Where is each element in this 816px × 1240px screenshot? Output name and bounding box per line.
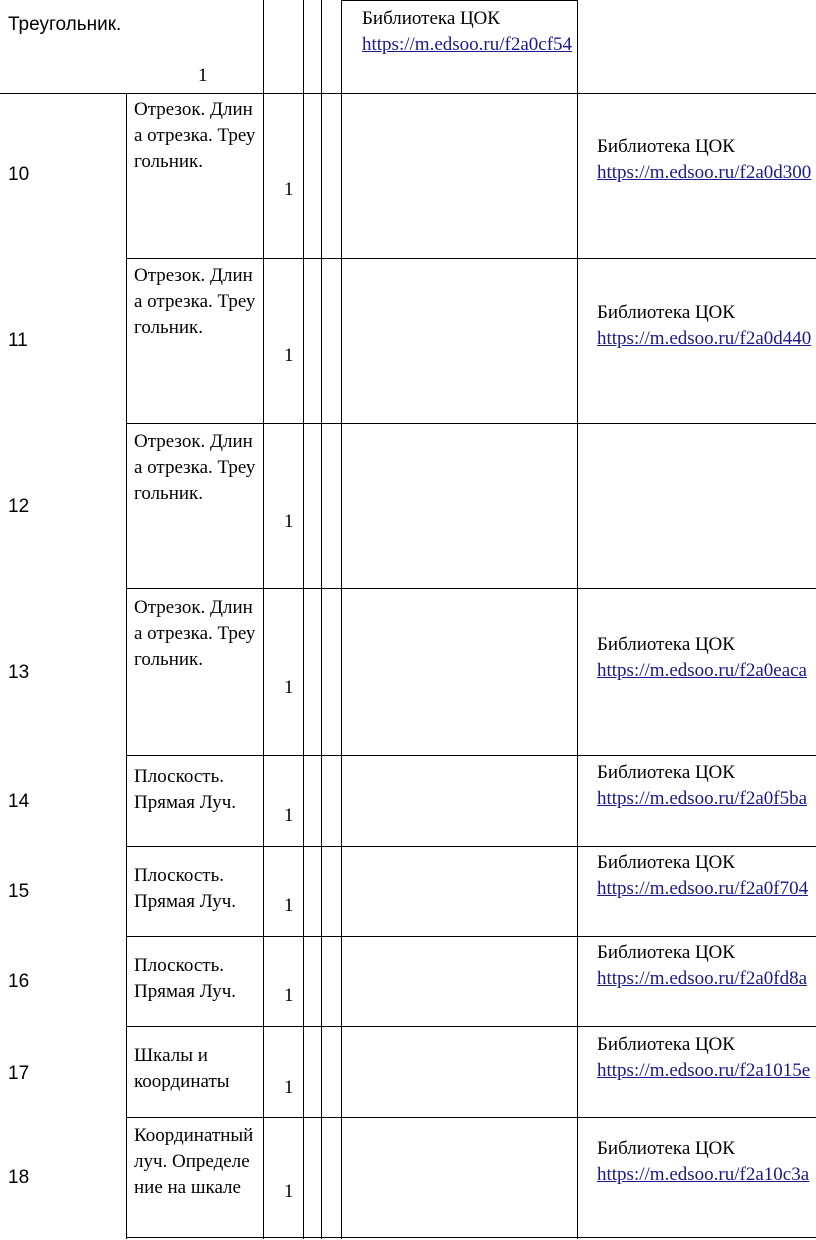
grid-line [126,588,816,589]
row-library-label: Библиотека ЦОК [597,852,735,873]
row-hours: 1 [284,895,294,916]
row-library-link[interactable]: https://m.edsoo.ru/f2a0d300 [597,162,812,183]
row-library-link[interactable]: https://m.edsoo.ru/f2a1015e [597,1060,811,1081]
row-library-link[interactable]: https://m.edsoo.ru/f2a0fd8a [597,968,808,989]
row-library [597,1136,812,1188]
row-topic: Шкалы и координаты [134,1045,230,1092]
top-row-library-label: Библиотека ЦОК [362,8,500,29]
grid-line [303,0,304,93]
row-library [597,300,812,352]
row-library-link[interactable]: https://m.edsoo.ru/f2a10c3a [597,1164,810,1185]
row-hours: 1 [284,1077,294,1098]
row-number: 12 [8,496,30,517]
row-hours: 1 [284,345,294,366]
row-library-label: Библиотека ЦОК [597,136,735,157]
row-topic: Отрезок. Длина отрезка. Треугольник. [134,597,256,670]
row-number: 13 [8,662,30,683]
grid-line [0,93,816,94]
top-row-library [362,6,577,58]
grid-line [263,93,264,1239]
grid-line [126,846,816,847]
row-library [597,940,812,992]
row-topic: Плоскость. Прямая Луч. [134,955,236,1002]
row-library-link[interactable]: https://m.edsoo.ru/f2a0f5ba [597,788,808,809]
row-topic: Плоскость. Прямая Луч. [134,865,236,912]
grid-line [126,1237,816,1238]
top-row-hours: 1 [198,65,208,86]
grid-line [263,0,264,93]
row-library-link[interactable]: https://m.edsoo.ru/f2a0eaca [597,660,807,681]
row-hours: 1 [284,511,294,532]
grid-line [126,258,816,259]
row-library-link[interactable]: https://m.edsoo.ru/f2a0d440 [597,328,812,349]
row-library-label: Библиотека ЦОК [597,762,735,783]
row-number: 15 [8,881,30,902]
top-row-library-link[interactable]: https://m.edsoo.ru/f2a0cf54 [362,34,573,55]
grid-line [341,0,342,93]
row-number: 10 [8,164,30,185]
grid-line [126,1117,816,1118]
grid-line [341,0,577,1]
grid-line [341,93,342,1239]
top-row-number-text: Треугольник. [8,14,122,35]
row-topic: Отрезок. Длина отрезка. Треугольник. [134,265,256,338]
row-hours: 1 [284,985,294,1006]
row-topic: Плоскость. Прямая Луч. [134,766,236,813]
row-number: 14 [8,791,30,812]
grid-line [321,0,322,93]
grid-line [126,93,127,1239]
row-number: 16 [8,971,30,992]
grid-line [303,93,304,1239]
grid-line [577,0,578,93]
row-hours: 1 [284,179,294,200]
row-library-label: Библиотека ЦОК [597,302,735,323]
row-topic: Отрезок. Длина отрезка. Треугольник. [134,99,256,172]
grid-line [321,93,322,1239]
row-library [597,760,812,812]
row-library [597,632,812,684]
row-number: 18 [8,1167,30,1188]
row-library-link[interactable]: https://m.edsoo.ru/f2a0f704 [597,878,809,899]
grid-line [126,1026,816,1027]
row-hours: 1 [284,805,294,826]
grid-line [577,93,578,1239]
row-number: 11 [8,330,28,351]
row-hours: 1 [284,677,294,698]
row-library-label: Библиотека ЦОК [597,942,735,963]
row-library-label: Библиотека ЦОК [597,1034,735,1055]
grid-line [126,936,816,937]
row-number: 17 [8,1063,30,1084]
row-library [597,850,812,902]
row-hours: 1 [284,1181,294,1202]
row-topic: Отрезок. Длина отрезка. Треугольник. [134,431,256,504]
top-row-number-cell [8,10,128,40]
row-library-label: Библиотека ЦОК [597,1138,735,1159]
grid-line [126,755,816,756]
row-library-label: Библиотека ЦОК [597,634,735,655]
row-library [597,134,812,186]
row-topic: Координатный луч. Определение на шкале [134,1125,254,1198]
grid-line [126,423,816,424]
row-library [597,1032,812,1084]
